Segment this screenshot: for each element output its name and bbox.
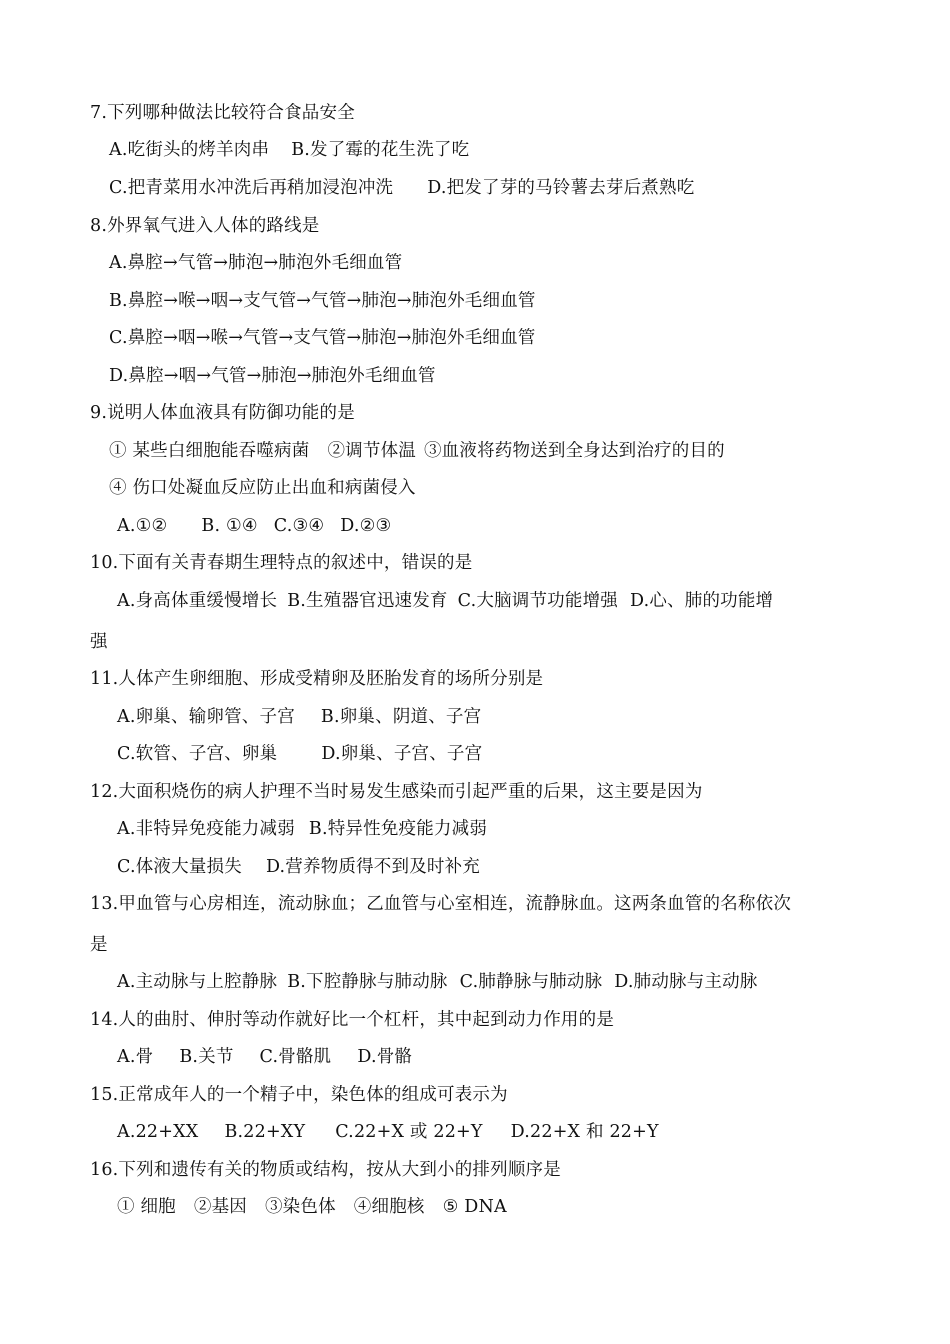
question-11-options-row-2 bbox=[117, 742, 482, 766]
question-9-statements-row-1 bbox=[109, 439, 725, 463]
question-12-option-d: D.营养物质得不到及时补充 bbox=[265, 857, 481, 877]
question-16-item-3: ③染色体 bbox=[264, 1197, 336, 1217]
question-8-option-c: C.鼻腔→咽→喉→气管→支气管→肺泡→肺泡外毛细血管 bbox=[109, 328, 536, 348]
question-15-option-a: A.22+XX bbox=[117, 1122, 199, 1142]
question-9-statement-1: ① 某些白细胞能吞噬病菌 bbox=[109, 441, 310, 461]
question-16-item-2: ②基因 bbox=[193, 1197, 247, 1217]
question-11-option-b: B.卵巢、阴道、子宫 bbox=[320, 707, 482, 727]
question-7-options-row-2 bbox=[109, 176, 694, 200]
question-7-option-b: B.发了霉的花生洗了吃 bbox=[291, 140, 470, 160]
question-11-option-d: D.卵巢、子宫、子宫 bbox=[321, 744, 483, 764]
question-10-option-d-wrap: 强 bbox=[90, 632, 108, 652]
question-10-stem: 10.下面有关青春期生理特点的叙述中，错误的是 bbox=[90, 553, 473, 573]
question-9-option-b: B. ①④ bbox=[201, 516, 258, 536]
question-9-options bbox=[117, 514, 391, 538]
question-15-option-b: B.22+XY bbox=[224, 1122, 306, 1142]
question-14-option-a: A.骨 bbox=[117, 1047, 154, 1067]
question-16-item-4: ④细胞核 bbox=[353, 1197, 425, 1217]
question-14-option-d: D.骨骼 bbox=[357, 1047, 413, 1067]
question-11-options-row-1 bbox=[117, 705, 481, 729]
question-11-option-a: A.卵巢、输卵管、子宫 bbox=[117, 707, 295, 727]
question-9-statement-3: ③血液将药物送到全身达到治疗的目的 bbox=[423, 441, 725, 461]
question-10-option-d: D.心、肺的功能增 bbox=[629, 591, 774, 611]
question-13-option-a: A.主动脉与上腔静脉 bbox=[117, 972, 278, 992]
question-16-item-1: ① 细胞 bbox=[117, 1197, 176, 1217]
question-13-option-d: D.肺动脉与主动脉 bbox=[614, 972, 758, 992]
question-15-stem: 15.正常成年人的一个精子中，染色体的组成可表示为 bbox=[90, 1085, 508, 1105]
question-9-stem: 9.说明人体血液具有防御功能的是 bbox=[90, 403, 355, 423]
question-13-stem-wrap: 是 bbox=[90, 935, 108, 955]
question-14-stem: 14.人的曲肘、伸肘等动作就好比一个杠杆，其中起到动力作用的是 bbox=[90, 1010, 615, 1030]
question-11-option-c: C.软管、子宫、卵巢 bbox=[117, 744, 278, 764]
question-13-options bbox=[117, 970, 758, 994]
question-9-option-a: A.①② bbox=[117, 516, 168, 536]
question-16-item-5: ⑤ DNA bbox=[442, 1197, 507, 1217]
question-13-stem: 13.甲血管与心房相连，流动脉血；乙血管与心室相连，流静脉血。这两条血管的名称依次 bbox=[90, 894, 792, 914]
question-15-option-d: D.22+X 和 22+Y bbox=[510, 1122, 659, 1142]
question-11-stem: 11.人体产生卵细胞、形成受精卵及胚胎发育的场所分别是 bbox=[90, 669, 544, 689]
question-8-option-b: B.鼻腔→喉→咽→支气管→气管→肺泡→肺泡外毛细血管 bbox=[109, 291, 536, 311]
question-8-option-d: D.鼻腔→咽→气管→肺泡→肺泡外毛细血管 bbox=[109, 366, 436, 386]
question-12-option-b: B.特异性免疫能力减弱 bbox=[308, 819, 488, 839]
question-14-option-c: C.骨骼肌 bbox=[259, 1047, 332, 1067]
question-7-option-c: C.把青菜用水冲洗后再稍加浸泡冲洗 bbox=[109, 178, 394, 198]
question-12-stem: 12.大面积烧伤的病人护理不当时易发生感染而引起严重的后果，这主要是因为 bbox=[90, 782, 703, 802]
question-8-stem: 8.外界氧气进入人体的路线是 bbox=[90, 216, 320, 236]
question-15-option-c: C.22+X 或 22+Y bbox=[335, 1122, 483, 1142]
question-10-option-b: B.生殖器官迅速发育 bbox=[287, 591, 448, 611]
question-10-option-a: A.身高体重缓慢增长 bbox=[117, 591, 278, 611]
question-14-options bbox=[117, 1045, 412, 1069]
question-16-stem: 16.下列和遗传有关的物质或结构，按从大到小的排列顺序是 bbox=[90, 1160, 561, 1180]
question-7-option-a: A.吃街头的烤羊肉串 bbox=[109, 140, 270, 160]
question-9-option-d: D.②③ bbox=[340, 516, 392, 536]
question-14-option-b: B.关节 bbox=[179, 1047, 234, 1067]
question-13-option-b: B.下腔静脉与肺动脉 bbox=[287, 972, 448, 992]
question-15-options bbox=[117, 1120, 659, 1144]
question-12-options-row-1 bbox=[117, 817, 487, 841]
question-9-statement-2: ②调节体温 bbox=[327, 441, 416, 461]
question-8-option-a: A.鼻腔→气管→肺泡→肺泡外毛细血管 bbox=[109, 253, 403, 273]
question-10-options bbox=[117, 589, 773, 613]
question-10-option-c: C.大脑调节功能增强 bbox=[457, 591, 618, 611]
question-16-statements bbox=[117, 1195, 507, 1219]
question-12-option-c: C.体液大量损失 bbox=[117, 857, 242, 877]
question-12-options-row-2 bbox=[117, 855, 480, 879]
question-12-option-a: A.非特异免疫能力减弱 bbox=[117, 819, 295, 839]
question-9-statement-4: ④ 伤口处凝血反应防止出血和病菌侵入 bbox=[109, 478, 416, 498]
question-9-option-c: C.③④ bbox=[273, 516, 325, 536]
question-13-option-c: C.肺静脉与肺动脉 bbox=[459, 972, 603, 992]
question-7-options-row-1 bbox=[109, 138, 469, 162]
question-7-stem: 7.下列哪种做法比较符合食品安全 bbox=[90, 103, 355, 123]
question-7-option-d: D.把发了芽的马铃薯去芽后煮熟吃 bbox=[427, 178, 695, 198]
